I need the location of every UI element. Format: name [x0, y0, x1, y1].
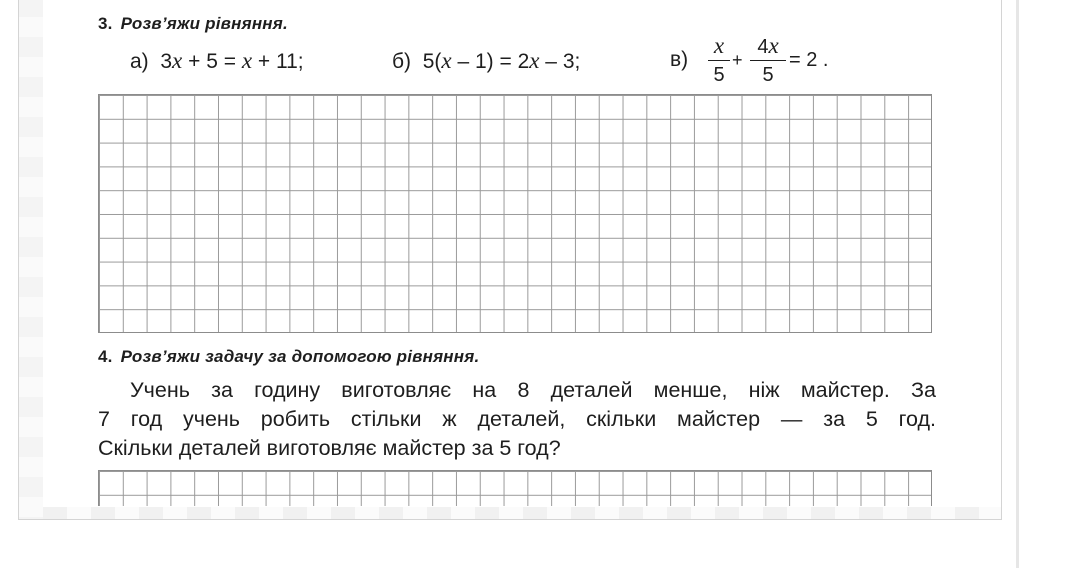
- equation-c-rhs: = 2 .: [789, 49, 829, 71]
- task-4-number: 4.: [98, 347, 113, 366]
- task-4-heading: [98, 347, 479, 367]
- fraction-2-numerator: [750, 34, 786, 58]
- fraction-1-denominator: 5: [713, 64, 725, 86]
- task-4-answer-grid[interactable]: [98, 470, 932, 506]
- task-3-heading: [98, 14, 288, 34]
- task-3-number: 3.: [98, 14, 113, 33]
- fraction-2-coefficient: 4: [757, 36, 769, 58]
- fraction-2-variable: x: [768, 33, 779, 58]
- equation-a-term: + 5 =: [182, 50, 242, 73]
- equation-c-fraction-1: [708, 34, 730, 87]
- viewer-scroll-edge: [1016, 0, 1019, 568]
- equation-a: [130, 48, 304, 74]
- task-4-title: Розв’яжи задачу за допомогою рівняння.: [120, 347, 480, 366]
- equation-a-variable: x: [241, 48, 253, 73]
- task-3-title: Розв’яжи рівняння.: [120, 14, 288, 33]
- equation-b-term: – 3;: [539, 50, 581, 73]
- equation-a-variable: x: [172, 48, 183, 73]
- fraction-2-bar: [750, 60, 786, 61]
- page-margin-strip: [19, 0, 43, 519]
- equation-b-term: – 1) = 2: [451, 50, 530, 73]
- problem-line-1: Учень за годину виготовляє на 8 деталей менше, ніж майстер. За: [130, 378, 936, 402]
- equation-b: [392, 48, 580, 74]
- equation-c-fraction-2: [750, 34, 786, 87]
- equation-b-term: 5(: [422, 50, 442, 73]
- fraction-2-denominator: 5: [762, 64, 774, 86]
- equation-a-term: 3: [160, 50, 173, 73]
- equation-c-plus: +: [732, 50, 743, 70]
- task-4-problem-text: [98, 376, 936, 463]
- fraction-1-bar: [708, 60, 730, 61]
- problem-line-2: 7 год учень робить стільки ж деталей, скільки майстер — за 5 год.: [98, 407, 936, 431]
- equation-c-label: в): [670, 48, 689, 71]
- equation-b-variable: x: [529, 48, 540, 73]
- equation-a-label: а): [130, 50, 149, 73]
- problem-line-3: Скільки деталей виготовляє майстер за 5 год?: [98, 436, 561, 460]
- equation-b-label: б): [392, 50, 412, 73]
- equation-a-term: + 11;: [252, 50, 304, 73]
- fraction-1-numerator: x: [713, 33, 725, 58]
- task-3-answer-grid[interactable]: [98, 94, 932, 333]
- page-bottom-strip: [43, 507, 1001, 519]
- equation-b-variable: x: [441, 48, 452, 73]
